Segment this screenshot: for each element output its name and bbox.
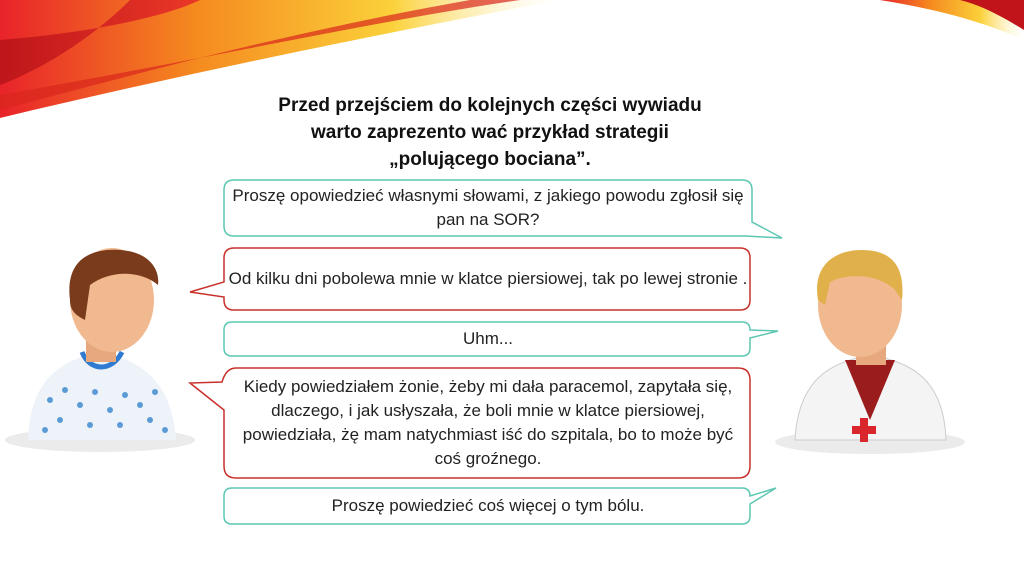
doctor-line-2: Uhm... <box>462 329 514 348</box>
doctor-line-3: Proszę powiedzieć coś więcej o tym bólu. <box>331 496 645 515</box>
doctor-figure <box>775 250 965 454</box>
title-line: „polującego bociana”. <box>389 149 591 170</box>
patient-line-1: Od kilku dni pobolewa mnie w klatce piersiowej, tak po lewej stronie . <box>228 269 748 288</box>
title-line: Przed przejściem do kolejnych części wywiadu <box>278 95 702 116</box>
slide-title <box>200 92 780 173</box>
title-line: warto zaprezento wać przykład strategii <box>311 122 669 143</box>
patient-line-2: Kiedy powiedziałem żonie, żeby mi dała paracemol, zapytała się, dlaczego, i jak usłyszała, że boli mnie w klatce piersiowej, powiedziała, żę mam natychmiast iść do szpitala, bo to może być coś groźnego. <box>242 377 734 468</box>
doctor-line-1: Proszę opowiedzieć własnymi słowami, z jakiego powodu zgłosił się pan na SOR? <box>232 186 744 229</box>
patient-figure <box>5 248 195 452</box>
